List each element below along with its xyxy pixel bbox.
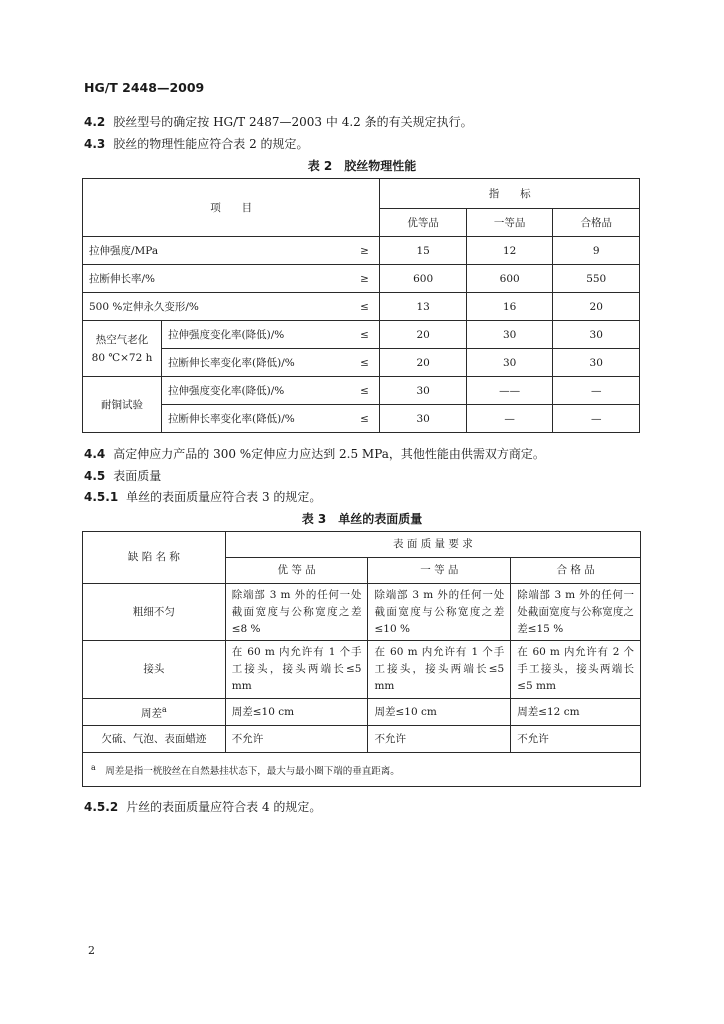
table-header-row xyxy=(83,532,641,558)
cell-value: 30 xyxy=(466,321,553,349)
clause-4-4 xyxy=(84,445,545,462)
table-row xyxy=(83,726,641,753)
table-footnote xyxy=(83,753,641,787)
clause-4-2 xyxy=(84,113,473,130)
cell-value: 30 xyxy=(380,377,467,405)
header-grade: 合 格 品 xyxy=(511,558,641,584)
row-symbol: ≤ xyxy=(350,405,380,433)
table-row xyxy=(83,265,640,293)
cell-value: 20 xyxy=(380,349,467,377)
row-label: 500 %定伸永久变形/% xyxy=(83,293,350,321)
group-label-heat-aging xyxy=(83,321,162,377)
footnote-marker: a xyxy=(161,705,167,715)
table-row xyxy=(83,641,641,699)
header-grade: 合格品 xyxy=(553,209,640,237)
cell-value: — xyxy=(553,377,640,405)
header-grade: 一 等 品 xyxy=(368,558,511,584)
clause-number: 4.5.2 xyxy=(84,800,119,814)
requirement-cell: 在 60 m 内允许有 1 个手工接头，接头两端长≤5 mm xyxy=(225,641,368,699)
row-symbol: ≥ xyxy=(350,237,380,265)
cell-value: 20 xyxy=(380,321,467,349)
row-symbol: ≥ xyxy=(350,265,380,293)
defect-name: 欠硫、气泡、表面蜡迹 xyxy=(83,726,226,753)
cell-value: 30 xyxy=(553,349,640,377)
cell-value: — xyxy=(466,405,553,433)
row-label: 拉断伸长率变化率(降低)/% xyxy=(162,349,350,377)
table-header-row xyxy=(83,179,640,209)
group-label-copper-test: 耐铜试验 xyxy=(83,377,162,433)
row-label: 拉伸强度变化率(降低)/% xyxy=(162,321,350,349)
clause-4-5-2 xyxy=(84,798,321,815)
clause-text: 胶丝的物理性能应符合表 2 的规定。 xyxy=(113,137,309,151)
table3-caption: 表 3 单丝的表面质量 xyxy=(301,512,423,526)
clause-4-3 xyxy=(84,135,309,152)
cell-value: 9 xyxy=(553,237,640,265)
table-row xyxy=(83,377,640,405)
cell-value: 30 xyxy=(553,321,640,349)
requirement-cell: 周差≤10 cm xyxy=(225,699,368,726)
header-defect: 缺 陷 名 称 xyxy=(83,532,226,584)
cell-value: 20 xyxy=(553,293,640,321)
clause-number: 4.4 xyxy=(84,447,106,461)
table2-physical-properties xyxy=(82,178,640,433)
cell-value: 600 xyxy=(380,265,467,293)
defect-name: 接头 xyxy=(83,641,226,699)
table-row xyxy=(83,584,641,641)
header-index: 指 标 xyxy=(380,179,640,209)
requirement-cell: 除端部 3 m 外的任何一处截面宽度与公称宽度之差≤15 % xyxy=(511,584,641,641)
cell-value: 16 xyxy=(466,293,553,321)
clause-text: 高定伸应力产品的 300 %定伸应力应达到 2.5 MPa，其他性能由供需双方商定。 xyxy=(113,447,545,461)
row-label: 拉断伸长率/% xyxy=(83,265,350,293)
requirement-cell: 不允许 xyxy=(511,726,641,753)
defect-name-text: 周差 xyxy=(140,707,162,720)
header-grade: 优 等 品 xyxy=(225,558,368,584)
clause-number: 4.5.1 xyxy=(84,490,119,504)
clause-number: 4.2 xyxy=(84,115,106,129)
cell-value: 15 xyxy=(380,237,467,265)
clause-text: 单丝的表面质量应符合表 3 的规定。 xyxy=(126,490,322,504)
requirement-cell: 在 60 m 内允许有 2 个手工接头，接头两端长≤5 mm xyxy=(511,641,641,699)
group-label-line: 80 ℃×72 h xyxy=(91,351,153,364)
clause-4-5 xyxy=(84,467,161,484)
requirement-cell: 在 60 m 内允许有 1 个手工接头，接头两端长≤5 mm xyxy=(368,641,511,699)
table3-surface-quality xyxy=(82,531,641,787)
clause-text: 表面质量 xyxy=(113,469,162,483)
cell-value: 600 xyxy=(466,265,553,293)
table-footnote-row xyxy=(83,753,641,787)
table-row xyxy=(83,349,640,377)
footnote-text: 周差是指一桄胶丝在自然悬挂状态下，最大与最小圈下端的垂直距离。 xyxy=(105,766,400,778)
requirement-cell: 周差≤10 cm xyxy=(368,699,511,726)
footnote-marker: a xyxy=(91,763,96,772)
table-row xyxy=(83,237,640,265)
document-id: HG/T 2448—2009 xyxy=(84,80,205,95)
clause-number: 4.5 xyxy=(84,469,106,483)
clause-4-5-1 xyxy=(84,488,321,505)
group-label-line: 热空气老化 xyxy=(95,333,149,346)
cell-value: 30 xyxy=(466,349,553,377)
page-number: 2 xyxy=(88,944,95,957)
requirement-cell: 除端部 3 m 外的任何一处截面宽度与公称宽度之差≤8 % xyxy=(225,584,368,641)
table-row xyxy=(83,293,640,321)
table2-caption: 表 2 胶丝物理性能 xyxy=(307,159,417,173)
cell-value: 13 xyxy=(380,293,467,321)
row-label: 拉断伸长率变化率(降低)/% xyxy=(162,405,350,433)
defect-name: 粗细不匀 xyxy=(83,584,226,641)
requirement-cell: 不允许 xyxy=(225,726,368,753)
cell-value: —— xyxy=(466,377,553,405)
table-row xyxy=(83,321,640,349)
row-label: 拉伸强度变化率(降低)/% xyxy=(162,377,350,405)
table-row xyxy=(83,699,641,726)
header-grade: 一等品 xyxy=(466,209,553,237)
row-symbol: ≤ xyxy=(350,377,380,405)
requirement-cell: 周差≤12 cm xyxy=(511,699,641,726)
defect-name xyxy=(83,699,226,726)
header-requirement: 表 面 质 量 要 求 xyxy=(225,532,640,558)
row-symbol: ≤ xyxy=(350,321,380,349)
clause-text: 胶丝型号的确定按 HG/T 2487—2003 中 4.2 条的有关规定执行。 xyxy=(113,115,473,129)
row-label: 拉伸强度/MPa xyxy=(83,237,350,265)
cell-value: 12 xyxy=(466,237,553,265)
clause-number: 4.3 xyxy=(84,137,106,151)
cell-value: — xyxy=(553,405,640,433)
cell-value: 550 xyxy=(553,265,640,293)
cell-value: 30 xyxy=(380,405,467,433)
requirement-cell: 除端部 3 m 外的任何一处截面宽度与公称宽度之差≤10 % xyxy=(368,584,511,641)
row-symbol: ≤ xyxy=(350,349,380,377)
row-symbol: ≤ xyxy=(350,293,380,321)
header-grade: 优等品 xyxy=(380,209,467,237)
table-row xyxy=(83,405,640,433)
requirement-cell: 不允许 xyxy=(368,726,511,753)
header-item: 项 目 xyxy=(83,179,380,237)
clause-text: 片丝的表面质量应符合表 4 的规定。 xyxy=(126,800,322,814)
